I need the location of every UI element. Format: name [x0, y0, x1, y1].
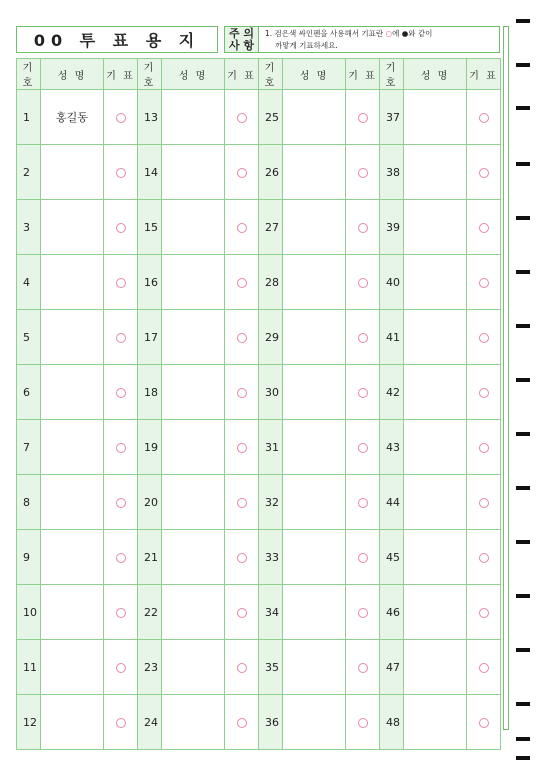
vote-circle-icon[interactable]	[237, 113, 247, 123]
vote-circle-icon[interactable]	[116, 388, 126, 398]
candidate-number: 26	[259, 145, 283, 200]
candidate-number: 12	[17, 695, 41, 750]
vote-mark-cell[interactable]	[346, 145, 380, 200]
vote-circle-icon[interactable]	[237, 663, 247, 673]
vote-mark-cell[interactable]	[225, 640, 259, 695]
timing-mark	[516, 19, 530, 23]
header-name: 성 명	[41, 59, 104, 90]
vote-circle-icon[interactable]	[358, 388, 368, 398]
table-row	[17, 255, 501, 310]
candidate-number: 23	[138, 640, 162, 695]
candidate-number: 45	[380, 530, 404, 585]
candidate-name	[283, 640, 346, 695]
vote-circle-icon[interactable]	[358, 333, 368, 343]
vote-mark-cell[interactable]	[225, 530, 259, 585]
vote-mark-cell[interactable]	[467, 365, 501, 420]
vote-mark-cell[interactable]	[104, 585, 138, 640]
table-row	[17, 200, 501, 255]
vote-circle-icon[interactable]	[479, 663, 489, 673]
timing-mark	[516, 270, 530, 274]
candidate-name	[404, 475, 467, 530]
vote-mark-cell[interactable]	[225, 200, 259, 255]
vote-circle-icon[interactable]	[479, 113, 489, 123]
vote-mark-cell[interactable]	[467, 530, 501, 585]
header-mark: 기 표	[225, 59, 259, 90]
vote-mark-cell[interactable]	[467, 255, 501, 310]
candidate-number: 8	[17, 475, 41, 530]
candidate-number: 19	[138, 420, 162, 475]
vote-mark-cell[interactable]	[104, 200, 138, 255]
vote-circle-icon[interactable]	[237, 718, 247, 728]
candidate-number: 10	[17, 585, 41, 640]
vote-circle-icon[interactable]	[116, 333, 126, 343]
candidate-number: 41	[380, 310, 404, 365]
vote-mark-cell[interactable]	[104, 145, 138, 200]
candidate-number: 38	[380, 145, 404, 200]
table-row	[17, 530, 501, 585]
candidate-name	[162, 365, 225, 420]
candidate-name	[162, 475, 225, 530]
candidate-name	[283, 530, 346, 585]
candidate-name	[283, 475, 346, 530]
vote-circle-icon[interactable]	[479, 168, 489, 178]
vote-circle-icon[interactable]	[237, 498, 247, 508]
vote-mark-cell[interactable]	[467, 200, 501, 255]
header-num: 기호	[17, 59, 41, 90]
vote-mark-cell[interactable]	[225, 585, 259, 640]
notice-heading-line1: 주 의	[228, 27, 255, 40]
candidate-name	[404, 365, 467, 420]
vote-circle-icon[interactable]	[358, 168, 368, 178]
candidate-number: 27	[259, 200, 283, 255]
candidate-number: 37	[380, 90, 404, 145]
candidate-name	[162, 200, 225, 255]
vote-mark-cell[interactable]	[225, 90, 259, 145]
candidate-number: 29	[259, 310, 283, 365]
table-row	[17, 475, 501, 530]
candidate-name	[162, 255, 225, 310]
candidate-name	[162, 530, 225, 585]
vote-circle-icon[interactable]	[479, 498, 489, 508]
candidate-name	[41, 585, 104, 640]
vote-mark-cell[interactable]	[104, 365, 138, 420]
vote-mark-cell[interactable]	[467, 475, 501, 530]
header-name: 성 명	[404, 59, 467, 90]
timing-mark	[516, 648, 530, 652]
candidate-number: 4	[17, 255, 41, 310]
candidate-name	[404, 255, 467, 310]
timing-mark	[516, 432, 530, 436]
vote-circle-icon[interactable]	[116, 168, 126, 178]
notice-heading	[224, 26, 259, 53]
candidate-number: 47	[380, 640, 404, 695]
candidate-name	[283, 90, 346, 145]
candidate-number: 15	[138, 200, 162, 255]
header-num: 기호	[380, 59, 404, 90]
timing-mark	[516, 756, 530, 760]
vote-mark-cell[interactable]	[346, 585, 380, 640]
candidate-number: 17	[138, 310, 162, 365]
notice-line1-suffix: 와 같이	[408, 29, 433, 38]
vote-circle-icon[interactable]	[237, 608, 247, 618]
candidate-number: 14	[138, 145, 162, 200]
header-name: 성 명	[283, 59, 346, 90]
header-row	[17, 59, 501, 90]
vote-mark-cell[interactable]	[225, 145, 259, 200]
notice-line1-prefix: 1. 검은색 싸인펜을 사용해서 기표란	[265, 29, 386, 38]
candidate-number: 35	[259, 640, 283, 695]
vote-mark-cell[interactable]	[104, 420, 138, 475]
candidate-number: 22	[138, 585, 162, 640]
candidate-number: 30	[259, 365, 283, 420]
candidate-name	[404, 145, 467, 200]
vote-circle-icon[interactable]	[358, 608, 368, 618]
candidate-number: 33	[259, 530, 283, 585]
vote-mark-cell[interactable]	[346, 200, 380, 255]
candidate-number: 16	[138, 255, 162, 310]
candidate-name	[404, 530, 467, 585]
table-row	[17, 420, 501, 475]
candidate-number: 39	[380, 200, 404, 255]
vote-circle-icon[interactable]	[116, 718, 126, 728]
margin-rule	[503, 26, 509, 730]
table-row	[17, 145, 501, 200]
vote-circle-icon[interactable]	[358, 278, 368, 288]
timing-mark	[516, 216, 530, 220]
candidate-name	[283, 585, 346, 640]
timing-mark	[516, 702, 530, 706]
candidate-name	[404, 90, 467, 145]
candidate-name	[283, 365, 346, 420]
vote-mark-cell[interactable]	[225, 255, 259, 310]
vote-mark-cell[interactable]	[346, 365, 380, 420]
table-row	[17, 90, 501, 145]
notice-heading-line2: 사 항	[228, 39, 255, 52]
candidate-number: 1	[17, 90, 41, 145]
candidate-number: 46	[380, 585, 404, 640]
vote-mark-cell[interactable]	[346, 475, 380, 530]
vote-circle-icon[interactable]	[116, 443, 126, 453]
candidate-number: 3	[17, 200, 41, 255]
timing-mark	[516, 162, 530, 166]
vote-circle-icon[interactable]	[116, 553, 126, 563]
candidate-number: 9	[17, 530, 41, 585]
candidate-name	[162, 695, 225, 750]
candidate-name	[283, 200, 346, 255]
vote-mark-cell[interactable]	[346, 695, 380, 750]
candidate-number: 6	[17, 365, 41, 420]
timing-mark	[516, 378, 530, 382]
table-row	[17, 695, 501, 750]
timing-mark	[516, 486, 530, 490]
vote-circle-icon[interactable]	[237, 443, 247, 453]
header-mark: 기 표	[346, 59, 380, 90]
candidate-name	[404, 310, 467, 365]
vote-mark-cell[interactable]	[225, 365, 259, 420]
candidate-name	[283, 310, 346, 365]
vote-circle-icon[interactable]	[237, 168, 247, 178]
vote-circle-icon[interactable]	[479, 553, 489, 563]
candidate-number: 11	[17, 640, 41, 695]
vote-circle-icon[interactable]	[116, 113, 126, 123]
vote-mark-cell[interactable]	[346, 90, 380, 145]
candidate-name	[404, 695, 467, 750]
timing-mark	[516, 737, 530, 741]
notice-line2: 까맣게 기표하세요.	[275, 41, 338, 50]
vote-mark-cell[interactable]	[467, 310, 501, 365]
vote-circle-icon[interactable]	[237, 553, 247, 563]
vote-circle-icon[interactable]	[479, 718, 489, 728]
candidate-name	[404, 200, 467, 255]
vote-mark-cell[interactable]	[104, 640, 138, 695]
vote-circle-icon[interactable]	[237, 278, 247, 288]
vote-circle-icon[interactable]	[358, 113, 368, 123]
timing-mark	[516, 324, 530, 328]
vote-mark-cell[interactable]	[104, 90, 138, 145]
vote-circle-icon[interactable]	[237, 333, 247, 343]
candidate-number: 7	[17, 420, 41, 475]
vote-mark-cell[interactable]	[467, 90, 501, 145]
circle-icon: ○	[385, 29, 393, 38]
vote-circle-icon[interactable]	[479, 388, 489, 398]
candidate-name	[41, 365, 104, 420]
candidate-number: 18	[138, 365, 162, 420]
candidate-number: 13	[138, 90, 162, 145]
vote-mark-cell[interactable]	[467, 640, 501, 695]
candidate-number: 25	[259, 90, 283, 145]
candidate-number: 44	[380, 475, 404, 530]
candidate-number: 31	[259, 420, 283, 475]
candidate-name	[41, 255, 104, 310]
filled-dot-icon: ●	[401, 29, 409, 38]
table-row	[17, 640, 501, 695]
vote-circle-icon[interactable]	[358, 553, 368, 563]
vote-mark-cell[interactable]	[104, 310, 138, 365]
candidate-number: 48	[380, 695, 404, 750]
candidate-number: 40	[380, 255, 404, 310]
candidate-name	[283, 695, 346, 750]
vote-mark-cell[interactable]	[104, 475, 138, 530]
candidate-number: 2	[17, 145, 41, 200]
vote-mark-cell[interactable]	[346, 530, 380, 585]
vote-circle-icon[interactable]	[358, 718, 368, 728]
header-mark: 기 표	[104, 59, 138, 90]
candidate-name	[162, 145, 225, 200]
vote-circle-icon[interactable]	[479, 278, 489, 288]
candidate-name	[162, 420, 225, 475]
candidate-number: 24	[138, 695, 162, 750]
vote-mark-cell[interactable]	[467, 695, 501, 750]
timing-mark	[516, 594, 530, 598]
header-num: 기호	[138, 59, 162, 90]
candidate-number: 34	[259, 585, 283, 640]
candidate-name	[283, 420, 346, 475]
candidate-name	[162, 585, 225, 640]
notice-line1	[265, 28, 495, 40]
ballot-table	[16, 58, 501, 750]
vote-circle-icon[interactable]	[479, 608, 489, 618]
vote-circle-icon[interactable]	[237, 223, 247, 233]
table-row	[17, 585, 501, 640]
candidate-number: 36	[259, 695, 283, 750]
vote-mark-cell[interactable]	[104, 530, 138, 585]
vote-circle-icon[interactable]	[116, 663, 126, 673]
candidate-name	[41, 310, 104, 365]
vote-circle-icon[interactable]	[237, 388, 247, 398]
timing-mark	[516, 540, 530, 544]
vote-circle-icon[interactable]	[358, 498, 368, 508]
vote-circle-icon[interactable]	[116, 223, 126, 233]
vote-circle-icon[interactable]	[116, 498, 126, 508]
header-mark: 기 표	[467, 59, 501, 90]
candidate-name	[404, 640, 467, 695]
candidate-name	[41, 200, 104, 255]
candidate-name	[162, 90, 225, 145]
candidate-number: 21	[138, 530, 162, 585]
vote-circle-icon[interactable]	[479, 223, 489, 233]
vote-mark-cell[interactable]	[225, 695, 259, 750]
candidate-name	[404, 585, 467, 640]
candidate-name	[404, 420, 467, 475]
vote-mark-cell[interactable]	[467, 585, 501, 640]
vote-mark-cell[interactable]	[346, 640, 380, 695]
vote-mark-cell[interactable]	[225, 475, 259, 530]
candidate-number: 42	[380, 365, 404, 420]
candidate-number: 20	[138, 475, 162, 530]
timing-mark	[516, 106, 530, 110]
candidate-name	[41, 640, 104, 695]
vote-mark-cell[interactable]	[346, 255, 380, 310]
header-name: 성 명	[162, 59, 225, 90]
candidate-name	[41, 475, 104, 530]
candidate-name	[41, 145, 104, 200]
vote-mark-cell[interactable]	[467, 145, 501, 200]
notice-line1-mid: 에	[392, 29, 402, 38]
vote-mark-cell[interactable]	[225, 420, 259, 475]
vote-circle-icon[interactable]	[479, 443, 489, 453]
candidate-number: 5	[17, 310, 41, 365]
candidate-name	[283, 255, 346, 310]
candidate-name: 홍길동	[41, 90, 104, 145]
timing-mark	[516, 63, 530, 67]
candidate-name	[41, 530, 104, 585]
table-row	[17, 365, 501, 420]
vote-mark-cell[interactable]	[104, 255, 138, 310]
vote-circle-icon[interactable]	[116, 278, 126, 288]
candidate-number: 28	[259, 255, 283, 310]
table-row	[17, 310, 501, 365]
vote-circle-icon[interactable]	[116, 608, 126, 618]
vote-circle-icon[interactable]	[479, 333, 489, 343]
vote-mark-cell[interactable]	[467, 420, 501, 475]
vote-circle-icon[interactable]	[358, 223, 368, 233]
candidate-name	[41, 695, 104, 750]
candidate-name	[283, 145, 346, 200]
vote-mark-cell[interactable]	[346, 310, 380, 365]
notice-text	[259, 26, 500, 53]
header-num: 기호	[259, 59, 283, 90]
candidate-name	[162, 310, 225, 365]
vote-mark-cell[interactable]	[104, 695, 138, 750]
ballot-title: 00 투 표 용 지	[16, 26, 218, 53]
candidate-number: 43	[380, 420, 404, 475]
vote-mark-cell[interactable]	[346, 420, 380, 475]
vote-circle-icon[interactable]	[358, 443, 368, 453]
candidate-number: 32	[259, 475, 283, 530]
candidate-name	[41, 420, 104, 475]
candidate-name	[162, 640, 225, 695]
vote-circle-icon[interactable]	[358, 663, 368, 673]
vote-mark-cell[interactable]	[225, 310, 259, 365]
